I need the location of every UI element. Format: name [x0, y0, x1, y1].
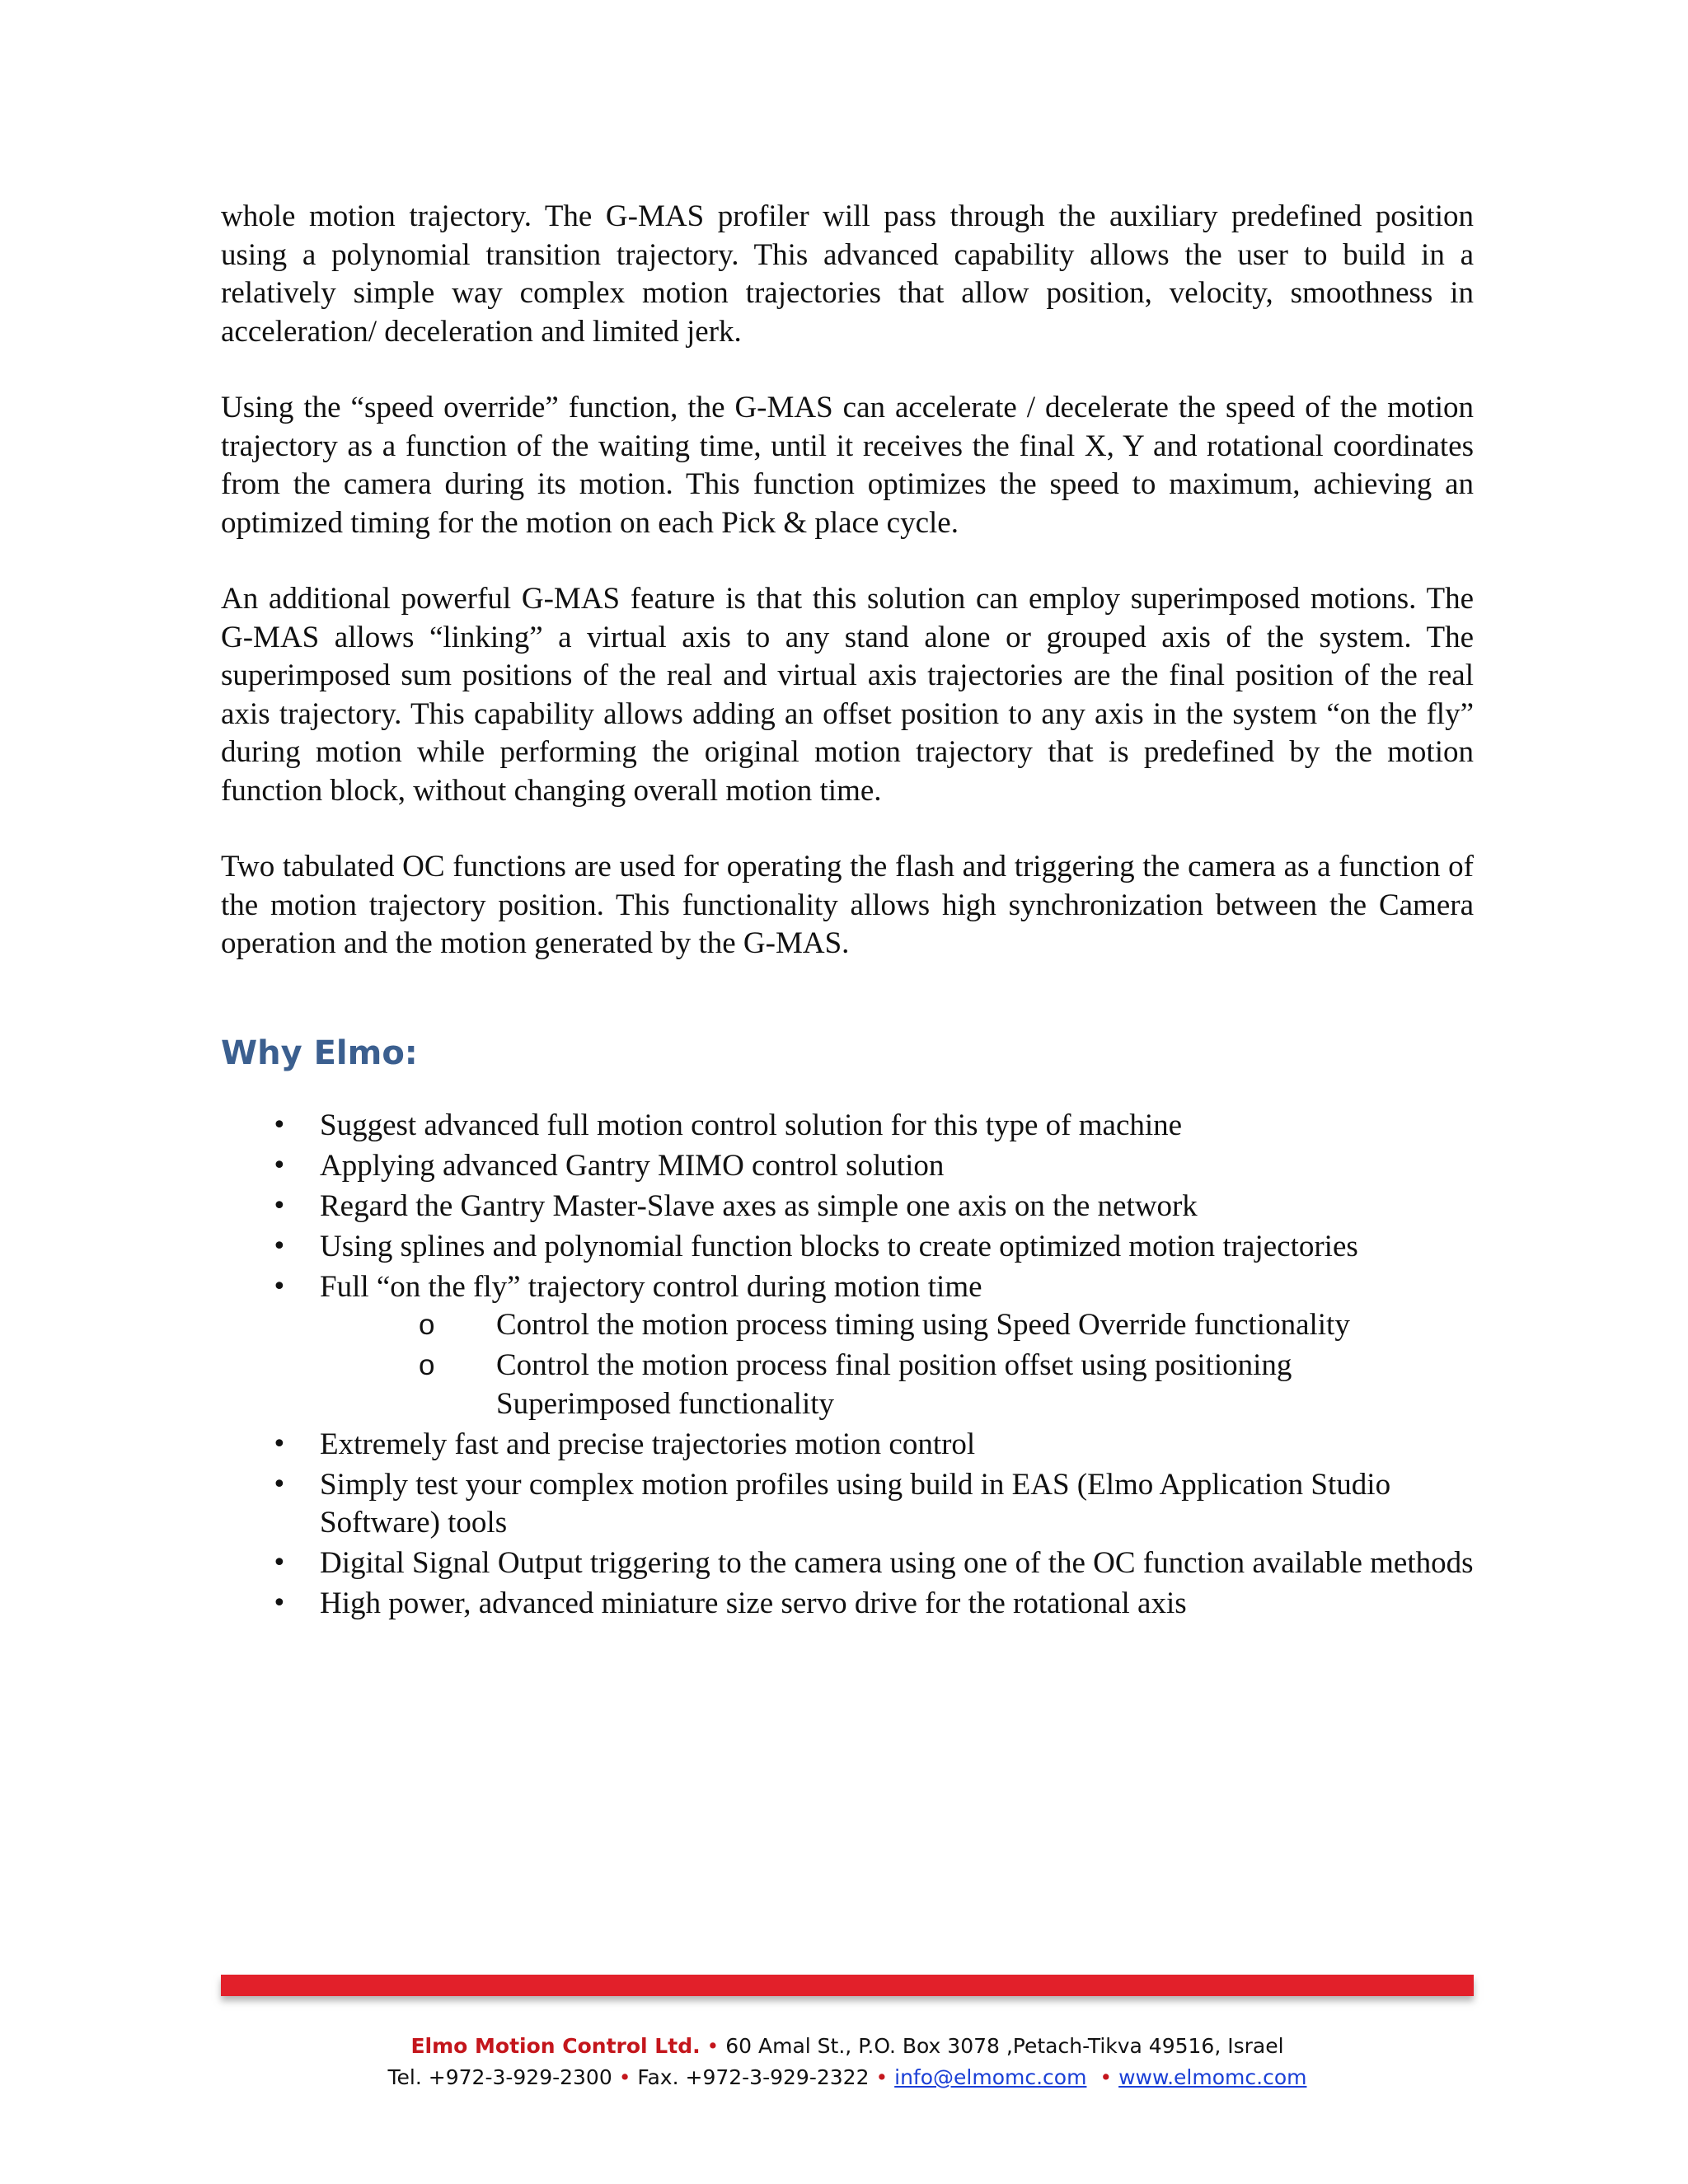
- bullet-icon: •: [272, 1469, 287, 1499]
- paragraph-superimposed: An additional powerful G-MAS feature is that this solution can employ superimposed motions. The G-MAS allows “linking” a virtual axis to any stand alone or grouped axis of the system. The superimposed sum positions of the real and virtual axis trajectories are the final position of the real axis trajectory. This capability allows adding an offset position to any axis in the system “on the fly” during motion while performing the original motion trajectory that is predefined by the motion function block, without changing overall motion time.: [221, 582, 1474, 808]
- list-item-text: Applying advanced Gantry MIMO control solution: [320, 1148, 945, 1183]
- bullet-icon: •: [272, 1151, 287, 1180]
- paragraph-trajectory: whole motion trajectory. The G-MAS profiler will pass through the auxiliary predefined position using a polynomial transition trajectory. This advanced capability allows the user to build in a relatively simple way complex motion trajectories that allow position, velocity, smoothness in acceleration/ deceleration and limited jerk.: [221, 199, 1474, 349]
- company-name: Elmo Motion Control Ltd.: [410, 2034, 701, 2058]
- list-item-text: Regard the Gantry Master-Slave axes as simple one axis on the network: [320, 1188, 1198, 1223]
- list-item: [221, 1268, 1474, 1424]
- sub-bullet-icon: o: [419, 1349, 435, 1381]
- list-item-text: High power, advanced miniature size servo drive for the rotational axis: [320, 1586, 1187, 1620]
- list-item-text: Suggest advanced full motion control solution for this type of machine: [320, 1108, 1183, 1142]
- sub-list-item-text: Control the motion process final position offset using positioning Superimposed functionality: [496, 1348, 1292, 1421]
- website-link[interactable]: www.elmomc.com: [1118, 2065, 1307, 2089]
- list-item: [221, 1107, 1474, 1146]
- footer-contact: [221, 2031, 1474, 2093]
- list-item: [221, 1188, 1474, 1226]
- list-item: [221, 1544, 1474, 1583]
- list-item: [221, 1585, 1474, 1624]
- bullet-icon: •: [272, 1110, 287, 1140]
- separator-dot: •: [618, 2065, 631, 2089]
- list-item: [221, 1228, 1474, 1267]
- sub-list-item: [320, 1347, 1474, 1423]
- list-item-text: Full “on the fly” trajectory control during motion time: [320, 1269, 982, 1304]
- phone-number: Tel. +972-3-929-2300: [387, 2065, 612, 2089]
- page-body: [221, 198, 1474, 1625]
- paragraph-oc-functions: Two tabulated OC functions are used for operating the flash and triggering the camera as a function of the motion trajectory position. This functionality allows high synchronization between the Camera operation and the motion generated by the G-MAS.: [221, 850, 1474, 960]
- sub-bullet-icon: o: [419, 1309, 435, 1341]
- bullet-icon: •: [272, 1429, 287, 1459]
- list-item-text: Simply test your complex motion profiles using build in EAS (Elmo Application Studio Software) tools: [320, 1467, 1391, 1540]
- sub-list: [320, 1306, 1474, 1423]
- sub-list-item: [320, 1306, 1474, 1345]
- company-address: 60 Amal St., P.O. Box 3078 ,Petach-Tikva 49516, Israel: [725, 2034, 1284, 2058]
- list-item: [221, 1426, 1474, 1465]
- list-item-text: Using splines and polynomial function blocks to create optimized motion trajectories: [320, 1229, 1358, 1263]
- list-item: [221, 1147, 1474, 1186]
- bullet-icon: •: [272, 1191, 287, 1221]
- fax-number: Fax. +972-3-929-2322: [637, 2065, 870, 2089]
- bullet-icon: •: [272, 1589, 287, 1618]
- page-footer: [221, 1975, 1474, 2093]
- paragraph-speed-override: Using the “speed override” function, the G-MAS can accelerate / decelerate the speed of the motion trajectory as a function of the waiting time, until it receives the final X, Y and rotational coordinates from the camera during its motion. This function optimizes the speed to maximum, achieving an optimized timing for the motion on each Pick & place cycle.: [221, 391, 1474, 540]
- email-link[interactable]: info@elmomc.com: [894, 2065, 1087, 2089]
- bullet-icon: •: [272, 1549, 287, 1577]
- footer-line-address: [221, 2031, 1474, 2062]
- footer-line-contact: [221, 2062, 1474, 2093]
- bullet-icon: •: [272, 1272, 287, 1301]
- separator-dot: •: [706, 2034, 720, 2058]
- footer-divider-bar: [221, 1975, 1474, 1996]
- list-item-text: Digital Signal Output triggering to the camera using one of the OC function available methods: [320, 1546, 1474, 1580]
- why-elmo-list: [221, 1107, 1474, 1624]
- sub-list-item-text: Control the motion process timing using Speed Override functionality: [496, 1308, 1350, 1342]
- separator-dot: •: [1100, 2065, 1113, 2089]
- separator-dot: •: [875, 2065, 889, 2089]
- section-heading-why-elmo: Why Elmo:: [221, 1033, 418, 1072]
- list-item-text: Extremely fast and precise trajectories motion control: [320, 1427, 976, 1461]
- list-item: [221, 1466, 1474, 1543]
- bullet-icon: •: [272, 1231, 287, 1261]
